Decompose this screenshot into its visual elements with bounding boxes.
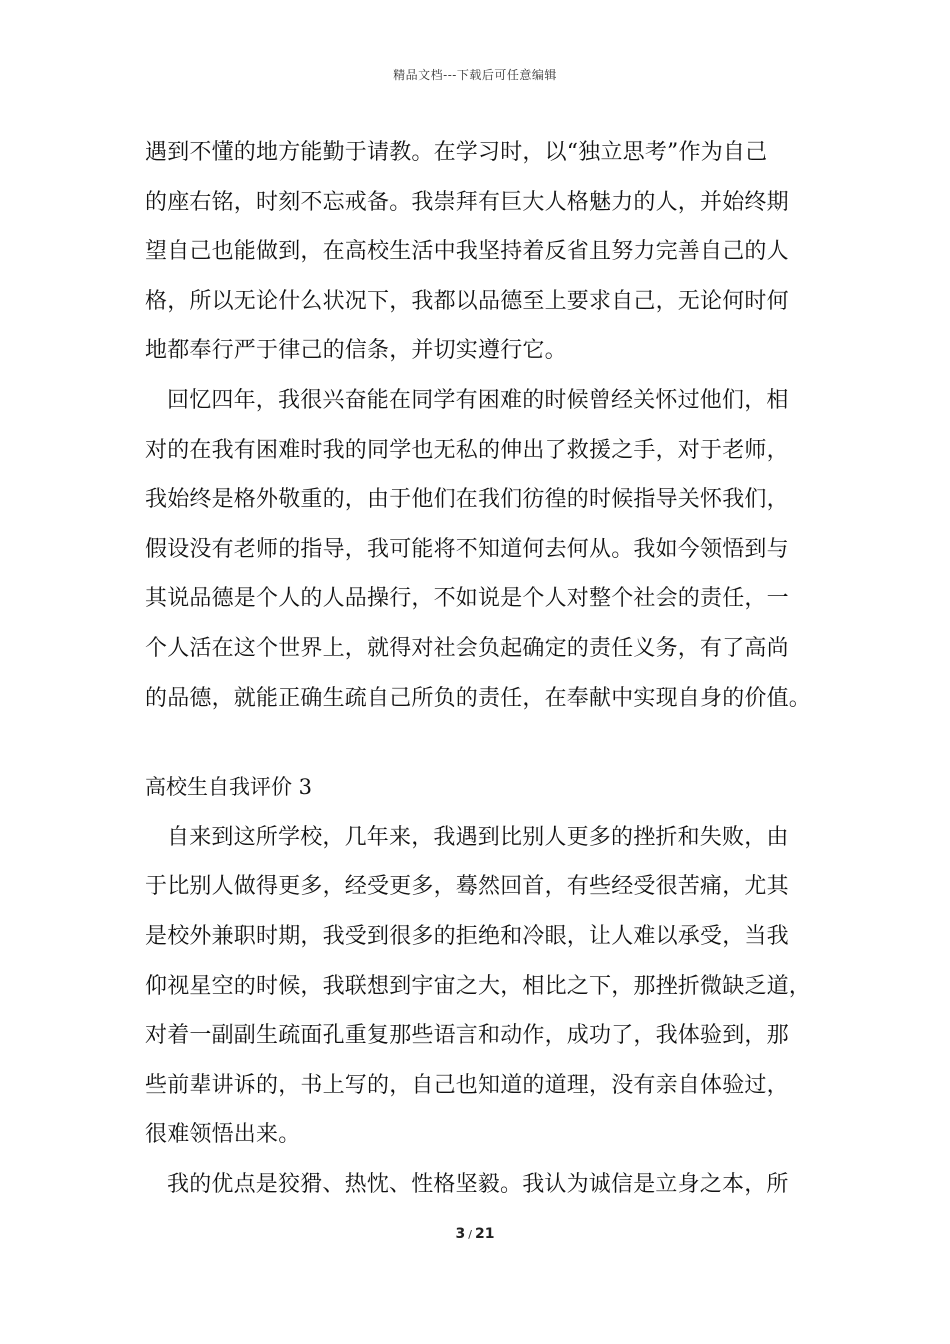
paragraph-line: 我的优点是狡猾、热忱、性格坚毅。我认为诚信是立身之本，所 — [167, 1171, 789, 1197]
paragraph-line: 望自己也能做到，在高校生活中我坚持着反省且努力完善自己的人 — [145, 239, 789, 265]
section-heading: 高校生自我评价 3 — [145, 775, 313, 800]
paragraph-line: 遇到不懂的地方能勤于请教。在学习时，以“独立思考”作为自己 — [145, 140, 768, 165]
paragraph-line: 个人活在这个世界上，就得对社会负起确定的责任义务，有了高尚 — [145, 635, 789, 661]
paragraph-line: 对着一副副生疏面孔重复那些语言和动作，成功了，我体验到，那 — [145, 1023, 789, 1049]
paragraph-line: 于比别人做得更多，经受更多，蓦然回首，有些经受很苦痛，尤其 — [145, 874, 789, 900]
paragraph-3 — [145, 813, 825, 1160]
paragraph-line: 很难领悟出来。 — [145, 1122, 301, 1148]
total-pages-number: 21 — [474, 1226, 495, 1242]
paragraph-line: 地都奉行严于律己的信条，并切实遵行它。 — [145, 338, 567, 364]
paragraph-line: 对的在我有困难时我的同学也无私的伸出了救援之手，对于老师， — [145, 437, 789, 463]
section-spacer — [145, 723, 825, 763]
paragraph-line: 仰视星空的时候，我联想到宇宙之大，相比之下，那挫折微缺乏道， — [145, 973, 812, 999]
paragraph-2 — [145, 376, 825, 723]
paragraph-line: 自来到这所学校，几年来，我遇到比别人更多的挫折和失败，由 — [167, 824, 789, 850]
page-number — [0, 1226, 950, 1242]
paragraph-line: 回忆四年，我很兴奋能在同学有困难的时候曾经关怀过他们，相 — [167, 387, 789, 413]
current-page-number: 3 — [455, 1226, 466, 1242]
page-header: 精品文档---下载后可任意编辑 — [393, 68, 557, 82]
paragraph-1 — [145, 128, 825, 376]
paragraph-line: 其说品德是个人的人品操行，不如说是个人对整个社会的责任，一 — [145, 586, 789, 612]
document-body — [145, 128, 825, 1209]
page-separator: / — [468, 1228, 472, 1241]
paragraph-line: 我始终是格外敬重的，由于他们在我们彷徨的时候指导关怀我们， — [145, 487, 789, 513]
paragraph-line: 的品德，就能正确生疏自己所负的责任，在奉献中实现自身的价值。 — [145, 685, 812, 711]
paragraph-line: 格，所以无论什么状况下，我都以品德至上要求自己，无论何时何 — [145, 288, 789, 314]
paragraph-line: 是校外兼职时期，我受到很多的拒绝和冷眼，让人难以承受，当我 — [145, 923, 789, 949]
paragraph-4 — [145, 1160, 825, 1210]
paragraph-line: 假设没有老师的指导，我可能将不知道何去何从。我如今领悟到与 — [145, 536, 789, 562]
paragraph-line: 些前辈讲诉的，书上写的，自己也知道的道理，没有亲自体验过， — [145, 1072, 789, 1098]
paragraph-line: 的座右铭，时刻不忘戒备。我崇拜有巨大人格魅力的人，并始终期 — [145, 189, 789, 215]
